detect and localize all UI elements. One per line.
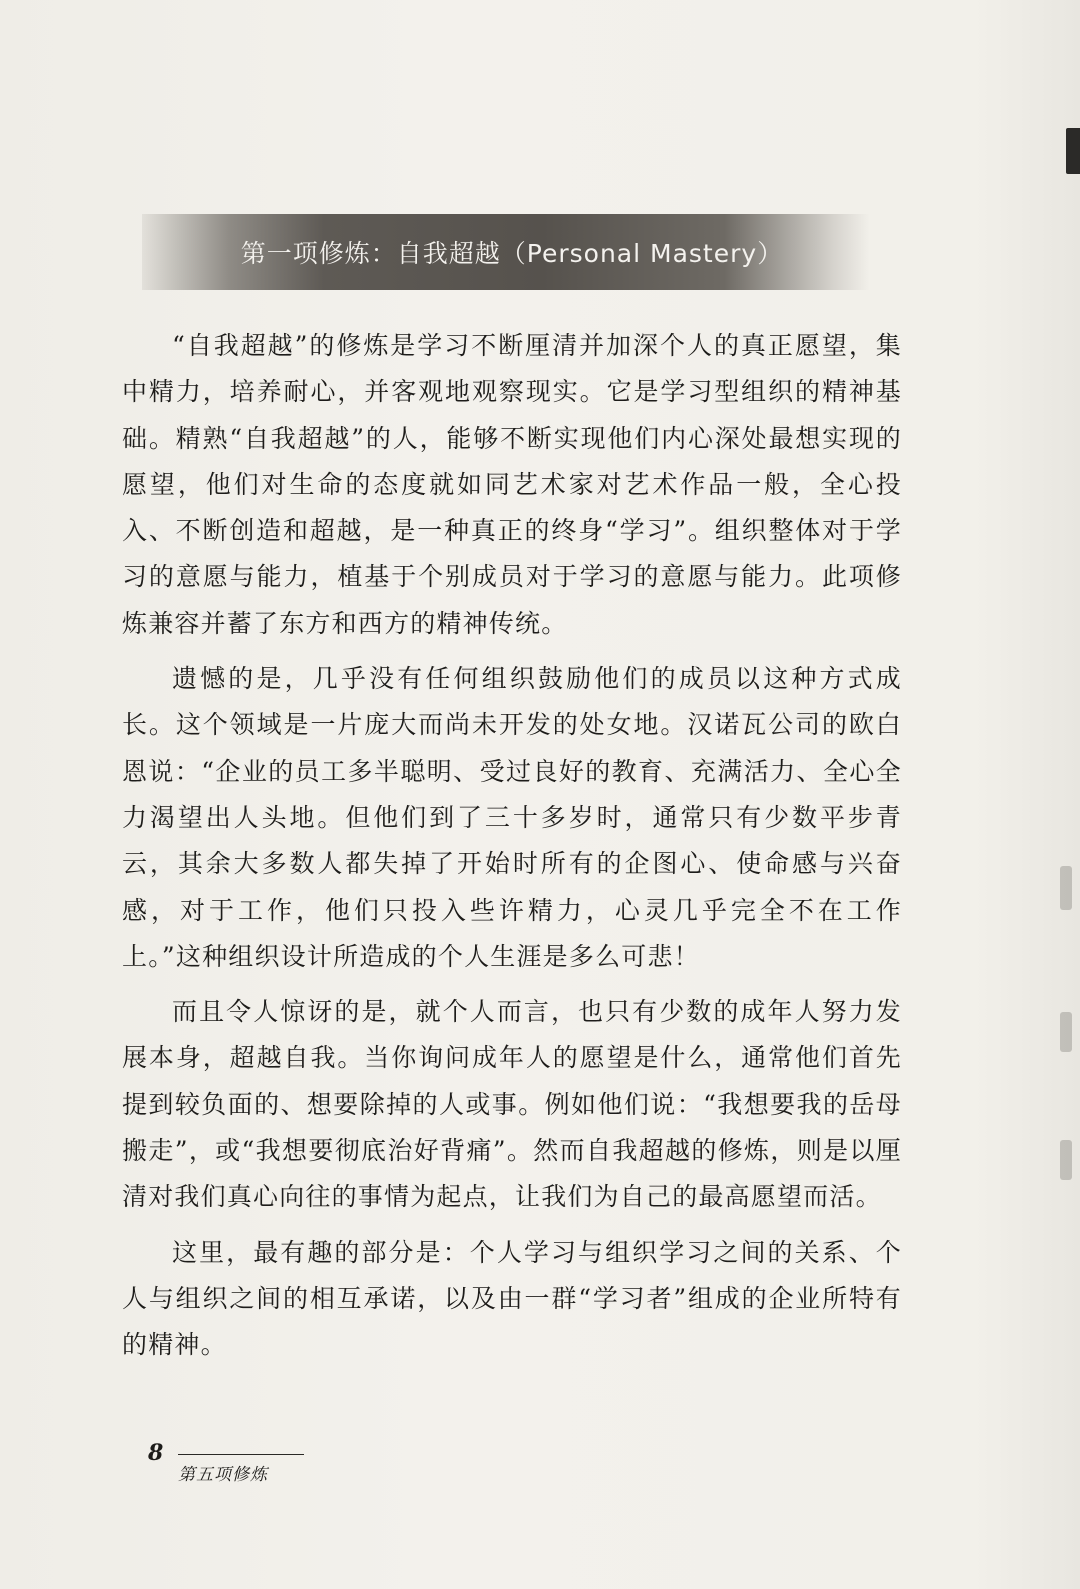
paragraph: 而且令人惊讶的是，就个人而言，也只有少数的成年人努力发展本身，超越自我。当你询问成年人的愿望是什么，通常他们首先提到较负面的、想要除掉的人或事。例如他们说：“我想要我的岳母搬走”，或“我想要彻底治好背痛”。然而自我超越的修炼，则是以厘清对我们真心向往的事情为起点，让我们为自己的最高愿望而活。 [122,997,902,1212]
page-edge-tab-mark [1066,128,1080,174]
footer-rule [178,1454,304,1455]
page-number: 8 [148,1440,164,1466]
paragraph: “自我超越”的修炼是学习不断厘清并加深个人的真正愿望，集中精力，培养耐心，并客观地观察现实。它是学习型组织的精神基础。精熟“自我超越”的人，能够不断实现他们内心深处最想实现的愿望，他们对生命的态度就如同艺术家对艺术作品一般，全心投入、不断创造和超越，是一种真正的终身“学习”。组织整体对于学习的意愿与能力，植基于个别成员对于学习的意愿与能力。此项修炼兼容并蓄了东方和西方的精神传统。 [122,331,902,638]
page-edge-smudge [1060,1012,1072,1052]
section-banner [142,214,870,290]
body-text [122,323,902,1378]
page-edge-smudge [1060,1140,1072,1180]
book-title: 第五项修炼 [178,1465,268,1485]
paragraph: 遗憾的是，几乎没有任何组织鼓励他们的成员以这种方式成长。这个领域是一片庞大而尚未开发的处女地。汉诺瓦公司的欧白恩说：“企业的员工多半聪明、受过良好的教育、充满活力、全心全力渴望出人头地。但他们到了三十多岁时，通常只有少数平步青云，其余大多数人都失掉了开始时所有的企图心、使命感与兴奋感，对于工作，他们只投入些许精力，心灵几乎完全不在工作上。”这种组织设计所造成的个人生涯是多么可悲！ [122,664,902,971]
page-edge-smudge [1060,866,1072,910]
paragraph: 这里，最有趣的部分是：个人学习与组织学习之间的关系、个人与组织之间的相互承诺，以及由一群“学习者”组成的企业所特有的精神。 [122,1237,902,1360]
section-title: 第一项修炼：自我超越（Personal Mastery） [240,239,784,268]
